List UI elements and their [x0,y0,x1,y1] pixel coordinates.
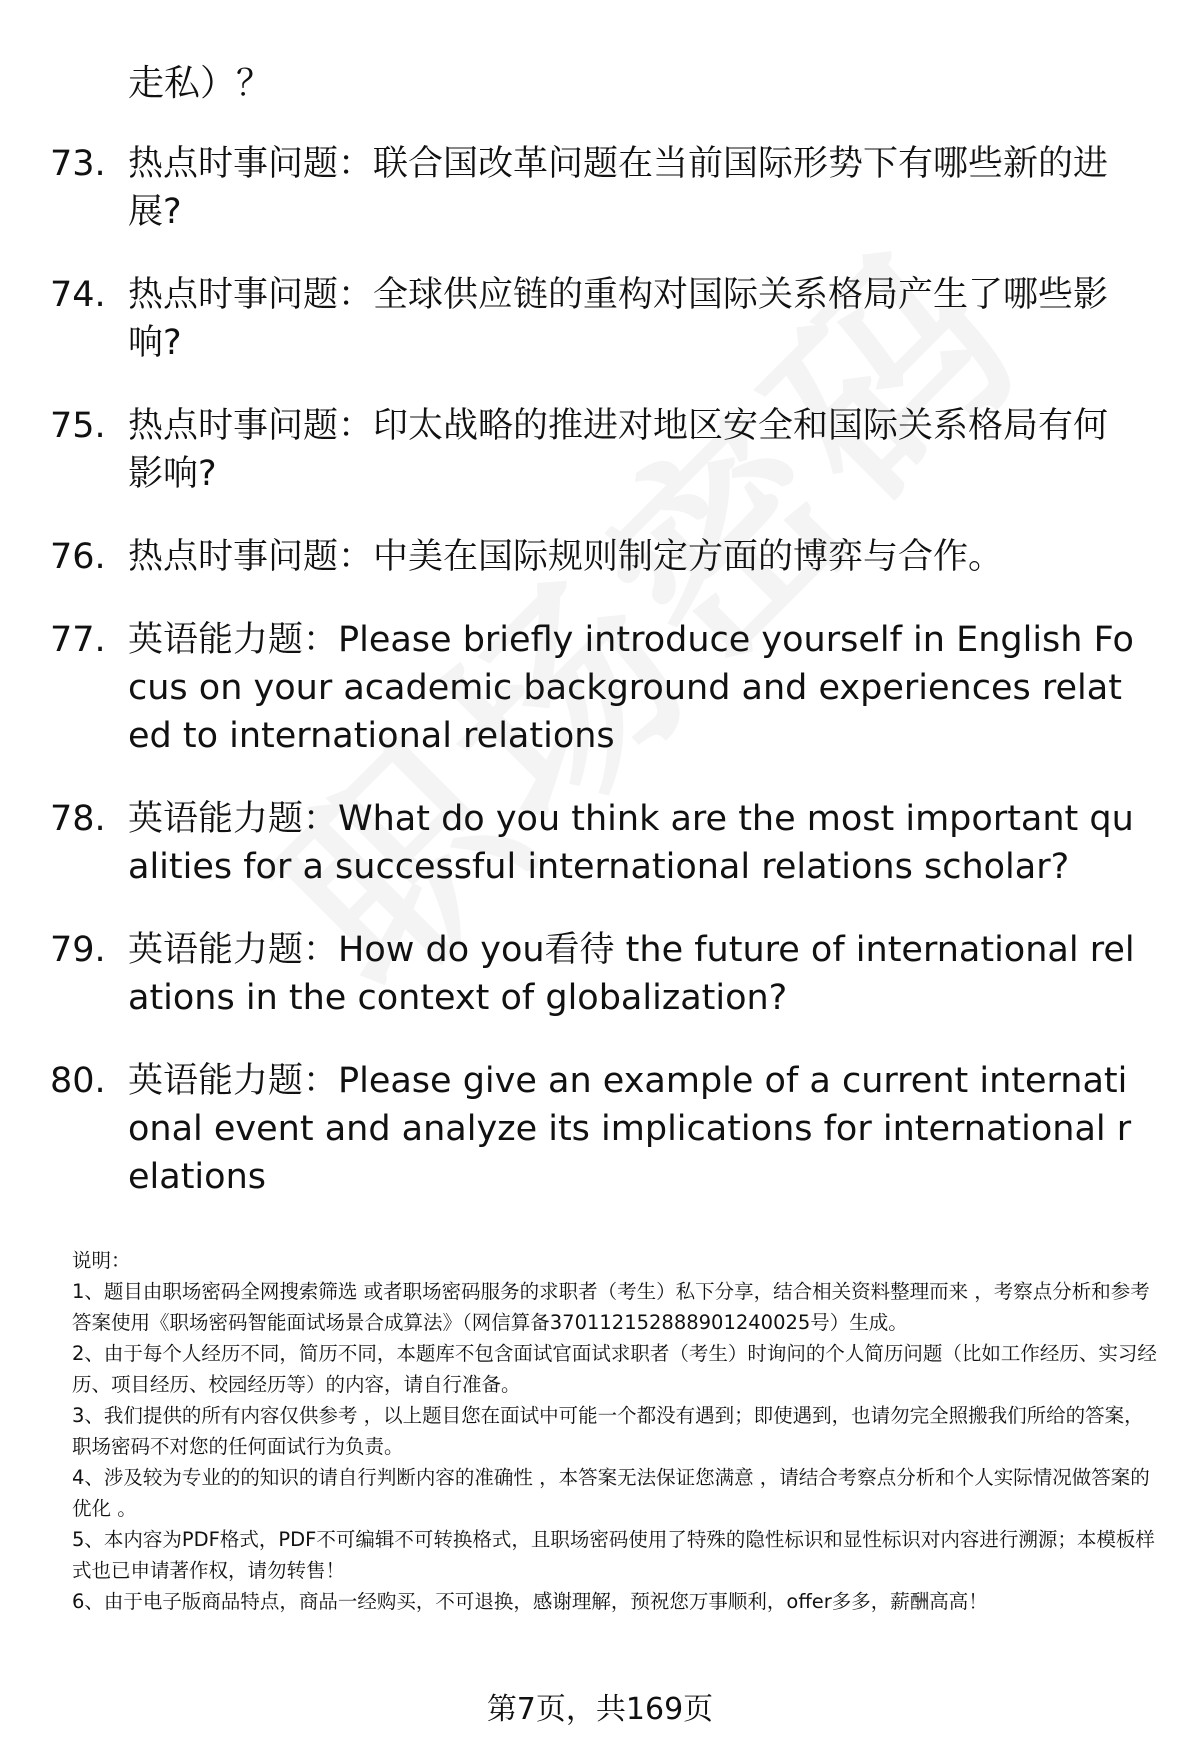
question-number: 79. [50,930,106,970]
question-text: 热点时事问题：全球供应链的重构对国际关系格局产生了哪些影响? [128,275,1109,363]
question-number: 75. [50,406,106,446]
question-text: 热点时事问题：印太战略的推进对地区安全和国际关系格局有何影响? [128,406,1109,494]
question-text: 热点时事问题：联合国改革问题在当前国际形势下有哪些新的进展? [128,144,1109,232]
note-item-4: 4、涉及较为专业的的知识的请自行判断内容的准确性 ，本答案无法保证您满意 ，请结合考察点分析和个人实际情况做答案的优化 。 [72,1466,1150,1520]
question-item-73 [50,140,1140,236]
continuation-text: 走私）？ [128,63,273,104]
note-item-5: 5、本内容为PDF格式，PDF不可编辑不可转换格式，且职场密码使用了特殊的隐性标识和显性标识对内容进行溯源；本模板样式也已申请著作权，请勿转售！ [72,1528,1155,1582]
question-number: 73. [50,144,106,184]
note-item-2: 2、由于每个人经历不同，简历不同，本题库不包含面试官面试求职者（考生）时询问的个人简历问题（比如工作经历、实习经历、项目经历、校园经历等）的内容，请自行准备。 [72,1342,1157,1396]
question-item-77 [50,616,1140,760]
note-item-1: 1、题目由职场密码全网搜索筛选 或者职场密码服务的求职者（考生）私下分享，结合相关资料整理而来 ，考察点分析和参考答案使用《职场密码智能面试场景合成算法》（网信算备370112152888901240025号）生成。 [72,1280,1150,1334]
question-number: 76. [50,537,106,577]
question-number: 74. [50,275,106,315]
question-number: 78. [50,799,106,839]
note-item-6: 6、由于电子版商品特点，商品一经购买，不可退换，感谢理解，预祝您万事顺利，offer多多，薪酬高高！ [72,1590,988,1613]
question-item-74 [50,271,1140,367]
note-item-3: 3、我们提供的所有内容仅供参考 ，以上题目您在面试中可能一个都没有遇到；即使遇到，也请勿完全照搬我们所给的答案，职场密码不对您的任何面试行为负责。 [72,1404,1144,1458]
question-list [50,140,1140,1236]
question-text: 热点时事问题：中美在国际规则制定方面的博弈与合作。 [128,537,1004,577]
question-item-79 [50,926,1140,1022]
notes-title: 说明： [72,1249,131,1272]
question-text: 英语能力题：Please give an example of a current international event and analyze its implications for international relations [128,1061,1132,1197]
question-item-76 [50,533,1140,581]
question-item-75 [50,402,1140,498]
question-item-78 [50,795,1140,891]
question-text: 英语能力题：How do you看待 the future of international relations in the context of globalization? [128,930,1135,1018]
page-number-footer: 第7页，共169页 [486,1692,714,1727]
question-number: 80. [50,1061,106,1101]
question-text: 英语能力题：Please briefly introduce yourself in English Focus on your academic background and experiences related to international relations [128,620,1134,756]
notes-section [72,1245,1157,1617]
question-text: 英语能力题：What do you think are the most important qualities for a successful international relations scholar? [128,799,1134,887]
question-number: 77. [50,620,106,660]
question-item-80 [50,1057,1140,1201]
